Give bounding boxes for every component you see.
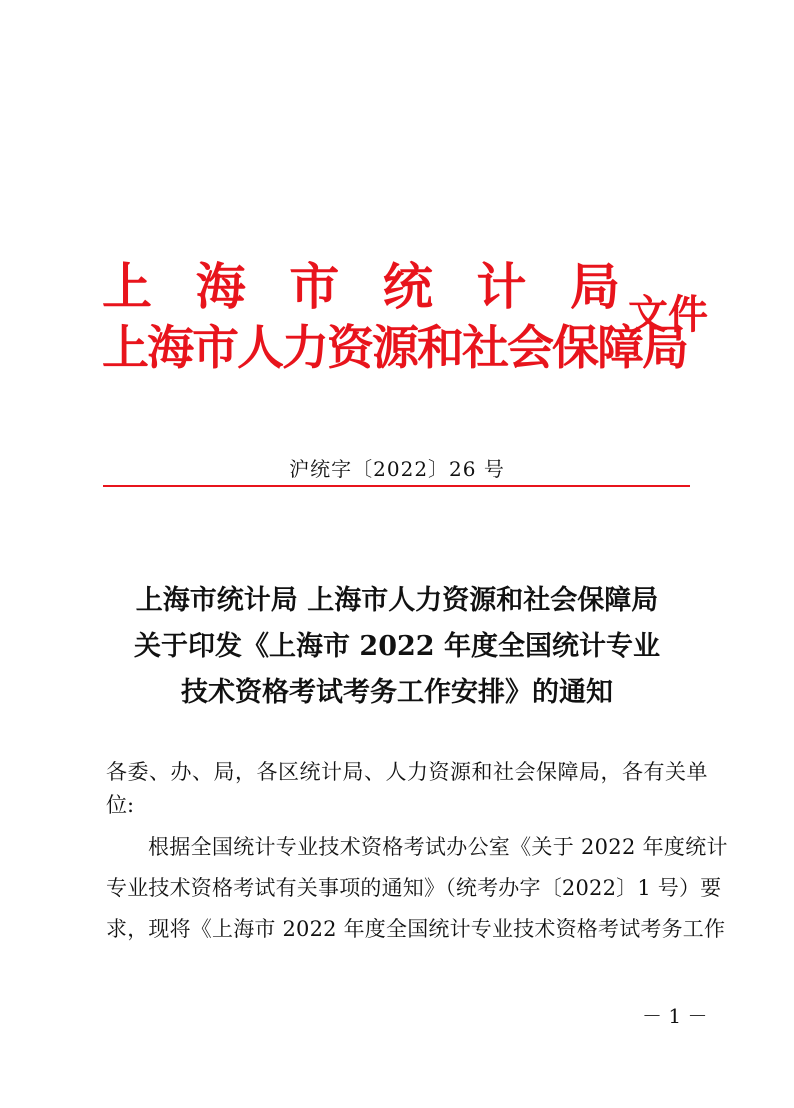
document-number: 沪统字〔2022〕26 号 — [289, 457, 505, 481]
body-paragraph-line: 求，现将《上海市 2022 年度全国统计专业技术资格考试考务工作 — [106, 917, 726, 941]
issuing-org-statistics-bureau — [102, 252, 620, 314]
org1-char: 局 — [569, 257, 620, 316]
org1-char: 计 — [476, 257, 527, 316]
title-line-2: 关于印发《上海市 2022 年度全国统计专业 — [134, 631, 660, 662]
red-divider — [103, 485, 690, 487]
title-line-1: 上海市统计局 上海市人力资源和社会保障局 — [135, 585, 659, 616]
recipients-line: 各委、办、局，各区统计局、人力资源和社会保障局，各有关单 — [106, 760, 708, 784]
title-line-3: 技术资格考试考务工作安排》的通知 — [181, 677, 613, 708]
org1-char: 海 — [195, 257, 246, 316]
body-paragraph-line: 专业技术资格考试有关事项的通知》（统考办字〔2022〕1 号）要 — [106, 876, 722, 900]
org1-char: 统 — [382, 257, 433, 316]
page-number: － 1 － — [642, 1004, 708, 1028]
org1-char: 上 — [102, 257, 152, 316]
document-suffix: 文件 — [628, 291, 708, 338]
org1-char: 市 — [289, 257, 340, 316]
recipients-line-cont: 位: — [106, 793, 135, 817]
issuing-org-hr-bureau: 上海市人力资源和社会保障局 — [102, 321, 687, 376]
body-paragraph-line: 根据全国统计专业技术资格考试办公室《关于 2022 年度统计 — [148, 835, 728, 859]
